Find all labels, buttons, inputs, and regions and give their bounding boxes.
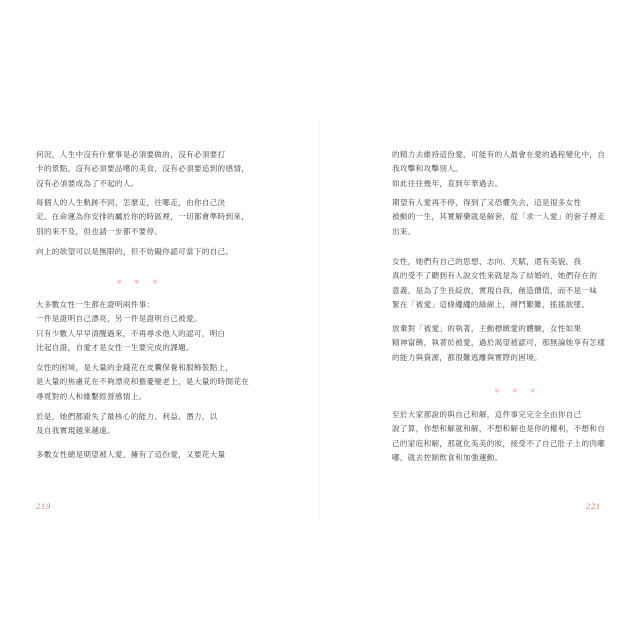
- text-line: 卡的景點，沒有必須要品嚐的美食，沒有必須要追到的感情，: [36, 164, 250, 174]
- text-line: 向上的欲望可以是無限的，但不妨礙你認可當下的自己。: [36, 247, 234, 256]
- text-line: 我攻擊和攻擊別人。: [392, 164, 464, 174]
- text-line: 比起自證，自愛才是女性一生要完成的課題。: [36, 343, 194, 353]
- right-para-4: [392, 322, 605, 365]
- text-line: 於是，她們都錯失了最核心的能力、利益、潛力，以: [36, 412, 218, 421]
- text-line: 是大量的焦慮花在不夠漂亮和擔憂變老上，是大量的時間花在: [36, 377, 250, 387]
- text-line: 的精力去維持這份愛，可能有的人最會在愛的過程變化中，自: [392, 150, 606, 159]
- text-line: 被動的一生，其實解藥就是解套，從「求一人愛」的套子裡走: [392, 212, 606, 222]
- text-line: 沒有必須要成為了不起的人。: [36, 178, 139, 188]
- text-line: 放棄對「被愛」的執著，主動標緻愛的體驗，女性如果: [392, 324, 582, 333]
- text-line: 女性的困境，是大量的金錢花在皮囊保養和服飾裝點上，: [36, 363, 234, 372]
- text-line: 別的來不及，但也請一步都不要停。: [36, 226, 163, 236]
- left-para-6: [36, 410, 218, 439]
- left-para-3: [36, 245, 233, 259]
- text-line: 女性，她們有自己的思想、志向、天賦，還有美貌，我: [392, 257, 582, 266]
- text-line: 說了算，你想和解就和解，不想和解也是你的權利，不想和自: [392, 424, 606, 434]
- left-para-2: [36, 196, 249, 239]
- text-line: 大多數女性一生都在證明兩件事：: [36, 300, 155, 309]
- page-number: 221: [586, 503, 601, 511]
- text-line: 每個人的人生軌跡不同，怎麼走，往哪走，由你自己決: [36, 198, 226, 207]
- right-para-5: [392, 408, 605, 466]
- text-line: 如此往往幾年，直到年華過去。: [392, 178, 503, 188]
- right-para-3: [392, 255, 597, 313]
- text-line: 多數女性總是期望被人愛，擁有了這份愛，又要花大量: [36, 450, 226, 459]
- text-line: 精神富饒，執著於被愛，過於渴望被認可，那無論她享有怎樣: [392, 338, 606, 348]
- left-para-1: [36, 148, 249, 191]
- right-para-1: [392, 148, 605, 191]
- text-line: 真的受不了聽到有人說女性來就是為了結婚的，她們存在的: [392, 271, 598, 281]
- section-separator: ＊ ＊ ＊: [494, 388, 541, 395]
- text-line: 及自我實現越來越遠。: [36, 426, 115, 436]
- text-line: 緊在「被愛」這條繩繩的綠線上，搏鬥艱難，搖搖欲墜。: [392, 300, 590, 310]
- text-line: 嘟，就去控制飲食和加強運動。: [392, 453, 503, 463]
- text-line: 意義，是為了生長綻放，實現自我，創造價值，而不是一味: [392, 285, 598, 295]
- left-para-7: [36, 448, 225, 462]
- section-separator: ＊ ＊ ＊: [116, 279, 163, 286]
- text-line: 期望有人愛再不停，得到了又恐懼失去，這是很多女性: [392, 198, 582, 207]
- text-line: 一件是證明自己漂亮，另一件是證明自己被愛。: [36, 314, 202, 324]
- text-line: 只有少數人早早清醒過來，不再尋求他人的認可，明白: [36, 328, 226, 338]
- right-para-2: [392, 196, 605, 239]
- text-line: 己的家庭和解，那就化美美的妝，接受不了自己肚子上的肉嘟: [392, 438, 606, 448]
- left-para-4: [36, 298, 225, 356]
- right-page: [320, 0, 640, 640]
- page-number: 219: [36, 503, 51, 511]
- text-line: 的能力與資源，都很難逃離與實際的困境。: [392, 352, 542, 362]
- text-line: 至於大家都說的與自己和解，這件事完完全全由你自己: [392, 410, 582, 419]
- text-line: 何況，人生中沒有什麼事是必須要做的，沒有必須要打: [36, 150, 226, 159]
- text-line: 出來。: [392, 226, 416, 236]
- text-line: 尋覓對的人和維繫經營感情上。: [36, 391, 147, 401]
- text-line: 定。在命運為你安排的屬於你的時區裡，一切都會準時到來，: [36, 212, 250, 222]
- left-para-5: [36, 361, 249, 404]
